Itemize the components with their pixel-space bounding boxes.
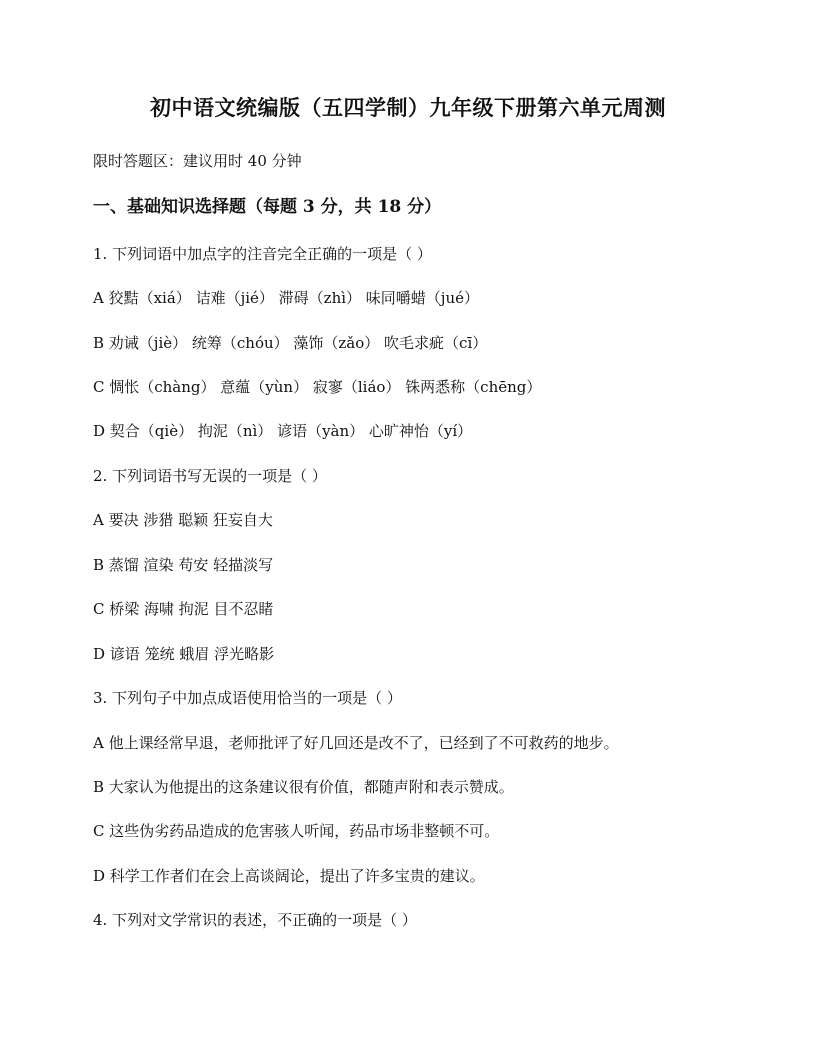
- question-3: 3. 下列句子中加点成语使用恰当的一项是（ ）: [93, 689, 402, 707]
- question-2-option-c: C 桥梁 海啸 拘泥 目不忍睹: [93, 600, 274, 618]
- question-2: 2. 下列词语书写无误的一项是（ ）: [93, 467, 327, 485]
- question-2-option-a: A 要决 涉猎 聪颖 狂妄自大: [93, 511, 273, 529]
- question-1-option-a: A 狡黠（xiá） 诘难（jié） 滞碍（zhì） 味同嚼蜡（jué）: [93, 289, 479, 307]
- section-heading: 一、基础知识选择题（每题 3 分，共 18 分）: [93, 197, 442, 217]
- question-1-option-b: B 劝诫（jiè） 统筹（chóu） 藻饰（zǎo） 吹毛求疵（cī）: [93, 334, 488, 352]
- question-4: 4. 下列对文学常识的表述，不正确的一项是（ ）: [93, 911, 417, 929]
- question-3-option-c: C 这些伪劣药品造成的危害骇人听闻，药品市场非整顿不可。: [93, 822, 500, 840]
- document-title: 初中语文统编版（五四学制）九年级下册第六单元周测: [150, 95, 666, 120]
- question-2-option-d: D 谚语 笼统 蛾眉 浮光略影: [93, 645, 275, 663]
- question-1-option-d: D 契合（qiè） 拘泥（nì） 谚语（yàn） 心旷神怡（yí）: [93, 422, 473, 440]
- question-1-option-c: C 惆怅（chàng） 意蕴（yùn） 寂寥（liáo） 铢两悉称（chēng）: [93, 378, 542, 396]
- question-2-option-b: B 蒸馏 渲染 苟安 轻描淡写: [93, 556, 274, 574]
- question-1: 1. 下列词语中加点字的注音完全正确的一项是（ ）: [93, 245, 432, 263]
- question-3-option-b: B 大家认为他提出的这条建议很有价值，都随声附和表示赞成。: [93, 778, 514, 796]
- time-limit-note: 限时答题区：建议用时 40 分钟: [93, 152, 302, 170]
- question-3-option-d: D 科学工作者们在会上高谈阔论，提出了许多宝贵的建议。: [93, 867, 485, 885]
- question-3-option-a: A 他上课经常早退，老师批评了好几回还是改不了，已经到了不可救药的地步。: [93, 734, 619, 752]
